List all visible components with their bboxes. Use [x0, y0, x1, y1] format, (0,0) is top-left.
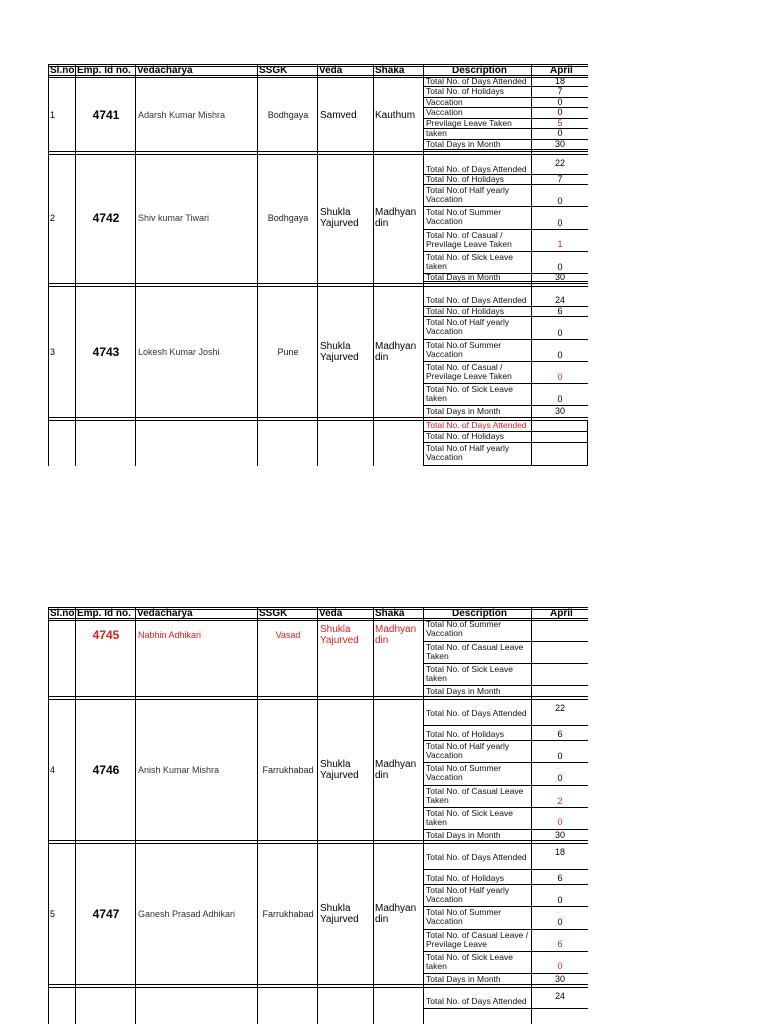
row-shaka: Kauthum — [375, 110, 416, 121]
desc-holidays: Total No. of Holidays — [426, 431, 504, 441]
row-ssgk: Vasad — [275, 630, 301, 640]
desc-half-yearly: Total No.of Half yearly Vaccation — [426, 317, 510, 336]
desc-attended: Total No. of Days Attended — [426, 708, 527, 718]
value-cell: 0 — [557, 817, 563, 827]
desc-attended: Total No. of Days Attended — [426, 76, 527, 86]
row-sl: 5 — [50, 909, 56, 919]
value-cell: 0 — [557, 128, 563, 138]
row-shaka: Madhyan din — [375, 903, 417, 925]
row-emp-id: 4745 — [92, 628, 120, 642]
value-cell: 7 — [557, 174, 563, 184]
desc-prev-leave: Previlage Leave Taken — [426, 118, 512, 128]
row-vedacharya: Ganesh Prasad Adhikari — [138, 909, 236, 919]
row-veda: Samved — [320, 110, 357, 121]
header-emp-id: Emp. Id no. — [77, 65, 131, 76]
value-cell: 24 — [554, 295, 565, 305]
header-ssgk: SSGK — [259, 65, 288, 76]
desc-holidays: Total No. of Holidays — [426, 174, 504, 184]
row-ssgk: Farrukhabad — [262, 765, 314, 775]
value-cell: 0 — [557, 961, 563, 971]
value-cell: 2 — [557, 796, 563, 806]
value-cell: 5 — [557, 118, 563, 128]
row-shaka: Madhyan din — [375, 759, 417, 781]
desc-attended: Total No. of Days Attended — [426, 420, 527, 430]
desc-holidays: Total No. of Holidays — [426, 873, 504, 883]
value-cell: 24 — [554, 991, 565, 1001]
row-veda: Shukla Yajurved — [320, 624, 359, 646]
row-ssgk: Bodhgaya — [267, 110, 309, 120]
row-emp-id: 4743 — [92, 345, 120, 359]
header-month: April — [550, 608, 573, 619]
value-cell: 30 — [554, 830, 565, 840]
row-emp-id: 4741 — [92, 108, 120, 122]
value-cell: 0 — [557, 895, 563, 905]
header-description: Description — [452, 65, 508, 76]
desc-total-days: Total Days in Month — [426, 406, 501, 416]
value-cell: 0 — [557, 218, 563, 228]
desc-half-yearly: Total No.of Half yearly Vaccation — [426, 443, 510, 462]
row-vedacharya: Lokesh Kumar Joshi — [138, 347, 220, 357]
value-cell: 0 — [557, 328, 563, 338]
row-emp-id: 4746 — [92, 763, 120, 777]
desc-half-yearly: Total No.of Half yearly Vaccation — [426, 885, 510, 904]
desc-half-yearly: Total No.of Half yearly Vaccation — [426, 741, 510, 760]
header-shaka: Shaka — [375, 608, 405, 619]
value-cell: 6 — [557, 873, 563, 883]
value-cell: 30 — [554, 406, 565, 416]
header-sl: Sl.no — [50, 65, 75, 76]
value-cell: 0 — [557, 917, 563, 927]
desc-holidays: Total No. of Holidays — [426, 86, 504, 96]
header-month: April — [550, 65, 573, 76]
desc-total-days: Total Days in Month — [426, 272, 501, 282]
header-shaka: Shaka — [375, 65, 405, 76]
row-ssgk: Farrukhabad — [262, 909, 314, 919]
desc-attended: Total No. of Days Attended — [426, 164, 527, 174]
value-cell: 0 — [557, 350, 563, 360]
desc-vaccation: Vaccation — [426, 97, 463, 107]
value-cell: 0 — [557, 107, 563, 117]
desc-sick: Total No. of Sick Leave taken — [426, 384, 513, 403]
desc-holidays: Total No. of Holidays — [426, 729, 504, 739]
value-cell: 1 — [557, 239, 563, 249]
header-ssgk: SSGK — [259, 608, 288, 619]
value-cell: 0 — [557, 773, 563, 783]
value-cell: 6 — [557, 939, 563, 949]
desc-casual: Total No. of Casual Leave Taken — [426, 642, 524, 661]
desc-attended: Total No. of Days Attended — [426, 295, 527, 305]
value-cell: 22 — [554, 158, 565, 168]
value-cell: 0 — [557, 97, 563, 107]
row-shaka: Madhyan din — [375, 207, 417, 229]
row-shaka: Madhyan din — [375, 341, 417, 363]
desc-vaccation: Vaccation — [426, 107, 463, 117]
desc-casual: Total No. of Casual Leave Taken — [426, 786, 524, 805]
value-cell: 30 — [554, 139, 565, 149]
desc-casual-prev: Total No. of Casual Leave / Previlage Leave — [426, 930, 529, 949]
value-cell: 18 — [554, 847, 565, 857]
row-ssgk: Bodhgaya — [267, 213, 309, 223]
desc-summer: Total No.of Summer Vaccation — [426, 207, 502, 226]
row-emp-id: 4747 — [92, 907, 120, 921]
desc-holidays: Total No. of Holidays — [426, 306, 504, 316]
value-cell: 0 — [557, 262, 563, 272]
row-sl: 4 — [50, 765, 56, 775]
row-vedacharya: Shiv kumar Tiwari — [138, 213, 210, 223]
row-shaka: Madhyan din — [375, 624, 417, 646]
header-veda: Veda — [319, 65, 343, 76]
row-veda: Shukla Yajurved — [320, 207, 359, 229]
header-sl: Sl.no — [50, 608, 75, 619]
desc-summer: Total No.of Summer Vaccation — [426, 619, 502, 638]
header-veda: Veda — [319, 608, 343, 619]
desc-attended: Total No. of Days Attended — [426, 996, 527, 1006]
desc-total-days: Total Days in Month — [426, 686, 501, 696]
desc-total-days: Total Days in Month — [426, 974, 501, 984]
value-cell: 22 — [554, 703, 565, 713]
desc-total-days: Total Days in Month — [426, 830, 501, 840]
value-cell: 7 — [557, 86, 563, 96]
desc-summer: Total No.of Summer Vaccation — [426, 907, 502, 926]
row-sl: 2 — [50, 213, 56, 223]
value-cell: 0 — [557, 394, 563, 404]
value-cell: 18 — [554, 76, 565, 86]
row-veda: Shukla Yajurved — [320, 341, 359, 363]
desc-sick: Total No. of Sick Leave taken — [426, 252, 513, 271]
row-veda: Shukla Yajurved — [320, 759, 359, 781]
row-sl: 1 — [50, 110, 56, 120]
desc-sick: Total No. of Sick Leave taken — [426, 664, 513, 683]
row-emp-id: 4742 — [92, 211, 120, 225]
value-cell: 6 — [557, 306, 563, 316]
row-vedacharya: Adarsh Kumar Mishra — [138, 110, 226, 120]
row-vedacharya: Anish Kumar Mishra — [138, 765, 220, 775]
row-vedacharya: Nabhin Adhikari — [138, 630, 202, 640]
header-vedacharya: Vedacharya — [137, 608, 193, 619]
value-cell: 0 — [557, 372, 563, 382]
row-sl: 3 — [50, 347, 56, 357]
desc-summer: Total No.of Summer Vaccation — [426, 763, 502, 782]
desc-summer: Total No.of Summer Vaccation — [426, 340, 502, 359]
row-veda: Shukla Yajurved — [320, 903, 359, 925]
desc-taken: taken — [426, 128, 447, 138]
desc-total-days: Total Days in Month — [426, 139, 501, 149]
value-cell: 0 — [557, 196, 563, 206]
desc-sick: Total No. of Sick Leave taken — [426, 952, 513, 971]
header-emp-id: Emp. Id no. — [77, 608, 131, 619]
value-cell: 30 — [554, 974, 565, 984]
header-vedacharya: Vedacharya — [137, 65, 193, 76]
desc-casual-prev: Total No. of Casual / Previlage Leave Taken — [426, 230, 512, 249]
header-description: Description — [452, 608, 508, 619]
desc-casual-prev: Total No. of Casual / Previlage Leave Taken — [426, 362, 512, 381]
desc-half-yearly: Total No.of Half yearly Vaccation — [426, 185, 510, 204]
value-cell: 30 — [554, 272, 565, 282]
row-ssgk: Pune — [277, 347, 299, 357]
desc-sick: Total No. of Sick Leave taken — [426, 808, 513, 827]
value-cell: 0 — [557, 751, 563, 761]
value-cell: 6 — [557, 729, 563, 739]
desc-attended: Total No. of Days Attended — [426, 852, 527, 862]
